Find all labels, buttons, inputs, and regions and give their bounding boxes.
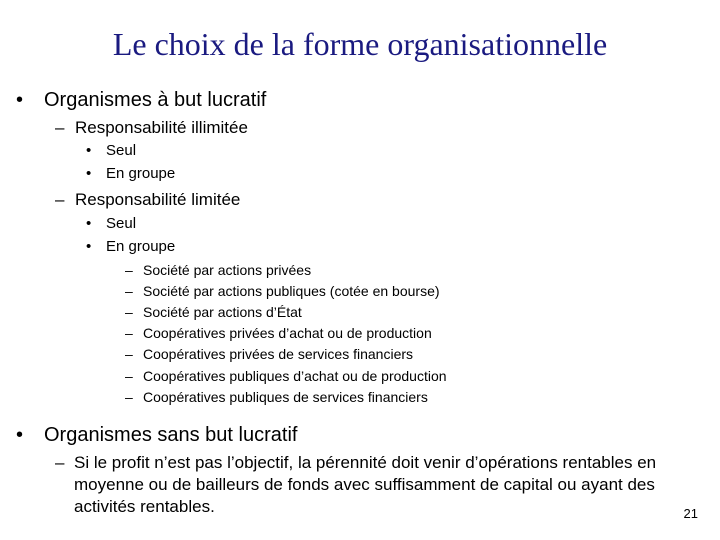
bullet-non-lucratif-label: Organismes sans but lucratif xyxy=(44,424,298,446)
list-item xyxy=(125,344,413,364)
bullet-limitee-label: Responsabilité limitée xyxy=(75,190,241,209)
list-item xyxy=(125,260,311,280)
item-seul: Seul xyxy=(106,215,137,232)
dash-marker: – xyxy=(125,283,133,299)
item-type: Société par actions d’État xyxy=(143,304,302,320)
list-item xyxy=(125,323,432,343)
dash-marker: – xyxy=(125,346,133,362)
list-item xyxy=(125,302,302,322)
bullet-illimitee xyxy=(55,117,248,139)
bullet-marker: • xyxy=(16,89,24,111)
bullet-illimitee-label: Responsabilité illimitée xyxy=(75,118,248,137)
non-lucratif-paragraph: Si le profit n’est pas l’objectif, la pérennité doit venir d’opérations rentables en moyenne ou de bailleurs de fonds avec suffisamment de capital ou ayant des activités rentables. xyxy=(74,453,657,516)
item-type: Société par actions publiques (cotée en bourse) xyxy=(143,283,440,299)
dash-marker: – xyxy=(125,389,133,405)
slide-title: Le choix de la forme organisationnelle xyxy=(112,26,608,62)
bullet-marker: • xyxy=(86,238,92,255)
item-en-groupe: En groupe xyxy=(106,238,176,255)
list-item xyxy=(125,366,447,386)
item-seul: Seul xyxy=(106,142,137,159)
item-type: Coopératives publiques d’achat ou de production xyxy=(143,368,447,384)
dash-marker: – xyxy=(55,453,65,472)
item-type: Coopératives privées d’achat ou de production xyxy=(143,325,432,341)
bullet-marker: • xyxy=(86,142,92,159)
item-type: Coopératives privées de services financiers xyxy=(143,346,414,362)
list-item xyxy=(86,141,136,161)
list-item xyxy=(86,214,136,234)
list-item xyxy=(86,237,175,257)
dash-marker: – xyxy=(125,304,133,320)
bullet-lucratif xyxy=(16,88,266,112)
item-type: Société par actions privées xyxy=(143,262,312,278)
bullet-marker: • xyxy=(86,165,92,182)
page-number: 21 xyxy=(683,506,698,521)
bullet-limitee xyxy=(55,189,240,211)
item-en-groupe: En groupe xyxy=(106,165,176,182)
bullet-lucratif-label: Organismes à but lucratif xyxy=(44,89,267,111)
bullet-non-lucratif xyxy=(16,423,297,447)
list-item xyxy=(125,387,428,407)
bullet-marker: • xyxy=(16,424,24,446)
bullet-marker: • xyxy=(86,215,92,232)
item-type: Coopératives publiques de services financiers xyxy=(143,389,428,405)
dash-marker: – xyxy=(55,118,65,137)
list-item xyxy=(125,281,440,301)
dash-marker: – xyxy=(55,190,65,209)
dash-marker: – xyxy=(125,368,133,384)
dash-marker: – xyxy=(125,262,133,278)
dash-marker: – xyxy=(125,325,133,341)
list-item xyxy=(86,164,175,184)
